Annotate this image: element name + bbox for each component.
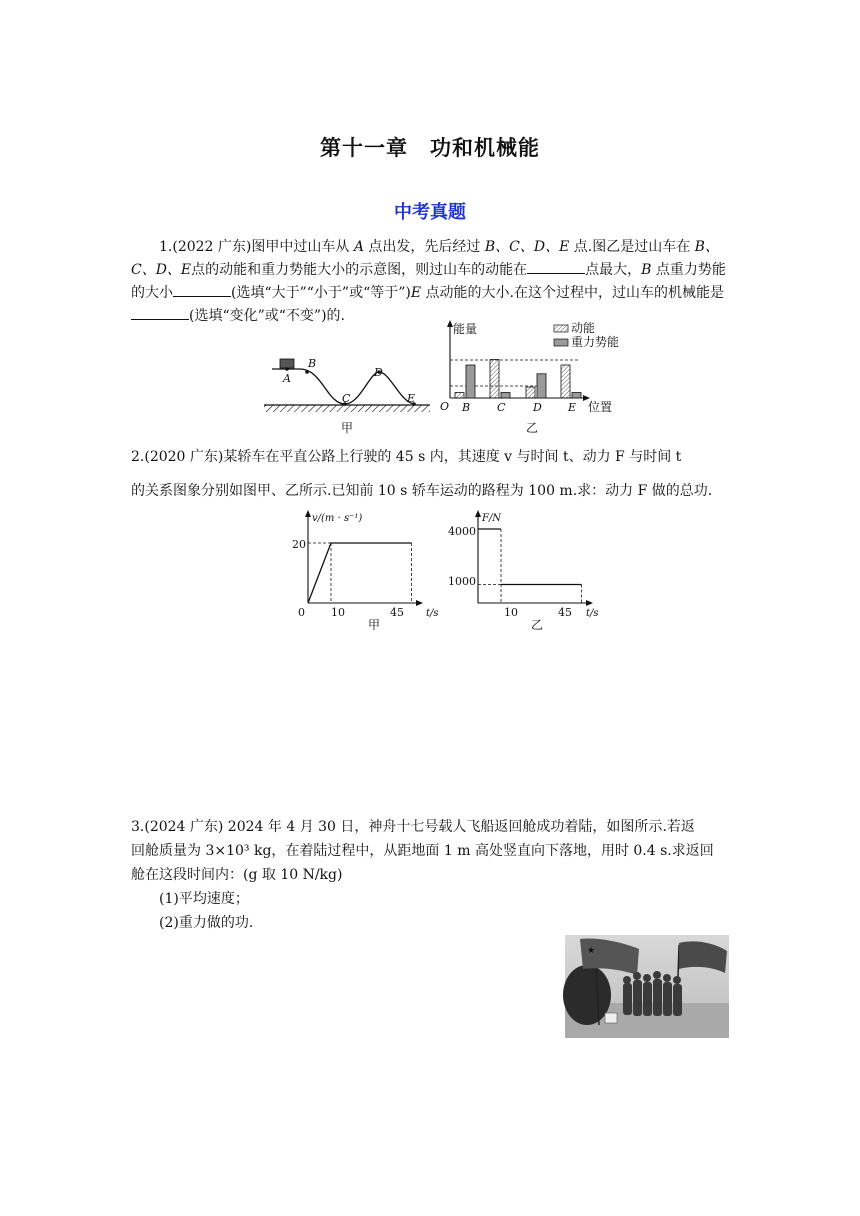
label-d: D [374,366,383,379]
caption-yi: 乙 [531,618,544,632]
caption-jia: 甲 [341,421,354,435]
velocity-time-chart [288,508,439,634]
ground-hatch [264,405,430,412]
bar-potential-D [537,374,546,398]
q1-text: 点重力势能的大小 [131,262,726,301]
x-axis-label: t/s [426,608,439,619]
bar-potential-C [501,393,510,399]
category-d: D [533,401,542,414]
coaster-cart [280,359,294,368]
star-icon: ★ [587,946,596,956]
y-tick-1000: 1000 [448,575,476,588]
roller-coaster-figure [262,352,432,438]
q1-text: 点出发，先后经过 [363,239,485,255]
origin-label: 0 [298,606,305,619]
label-a: A [283,372,291,385]
x-tick-45: 45 [558,606,572,619]
y-tick-20: 20 [292,538,306,551]
q1-text: 1.(2022 广东)图甲中过山车从 [159,239,354,255]
bar-potential-B [466,365,475,398]
category-e: E [568,401,577,414]
force-time-chart [446,508,610,634]
question-1 [131,236,731,328]
label-c: C [342,392,351,405]
bar-potential-E [572,393,581,399]
answer-blank-1[interactable] [527,259,585,274]
category-b: B [462,401,471,414]
question-3-sub-2: (2)重力做的功. [159,915,254,931]
x-tick-10: 10 [331,606,345,619]
velocity-series-line [308,543,412,603]
bar-kinetic-B [455,393,464,399]
q1-text: 点最大， [585,262,642,278]
q1-points: B、C、D、E [131,239,719,278]
energy-bar-chart [438,318,638,438]
chapter-title: 第十一章 功和机械能 [320,135,540,160]
answer-blank-2[interactable] [173,282,231,297]
x-axis-arrow [586,600,593,606]
question-3-sub-1: (1)平均速度； [159,891,249,907]
point-b-dot [305,370,309,374]
category-c: C [497,401,506,414]
x-tick-45: 45 [390,606,404,619]
question-3-line-2: 回舱质量为 3×10³ kg，在着陆过程中，从距地面 1 m 高处竖直向下落地，用时 0.4 s.求返回 [131,843,714,859]
x-axis-label: t/s [586,608,599,619]
bar-kinetic-D [526,387,535,398]
box [605,1013,617,1023]
question-3-line-3: 舱在这段时间内：(g 取 10 N/kg) [131,867,343,883]
origin-label: O [440,400,450,413]
label-b: B [308,357,317,370]
label-e: E [407,392,416,405]
bar-kinetic-C [490,360,499,399]
y-axis-label: F/N [482,513,502,524]
y-axis-arrow [305,510,311,517]
x-tick-10: 10 [504,606,518,619]
y-axis-label: 能量 [453,322,478,336]
legend-potential: 重力势能 [571,335,620,349]
question-2-line-2: 的关系图象分别如图甲、乙所示.已知前 10 s 轿车运动的路程为 100 m.求：动力 F 做的总功. [131,483,713,499]
bar-kinetic-E [561,365,570,398]
q1-text: (选填“大于”“小于”或“等于”) [231,285,411,301]
q1-point-b: B [641,262,652,278]
question-3-line-1: 3.(2024 广东) 2024 年 4 月 30 日，神舟十七号载人飞船返回舱成功着陆，如图所示.若返 [131,819,695,835]
q1-text: 点的动能和重力势能大小的示意图，则过山车的动能在 [191,262,528,278]
x-axis-label: 位置 [588,400,613,414]
y-axis-label: v/(m · s⁻¹) [312,513,363,524]
y-axis-arrow [475,510,481,517]
legend-kinetic: 动能 [571,321,596,335]
question-2-line-1: 2.(2020 广东)某轿车在平直公路上行驶的 45 s 内，其速度 v 与时间 t、动力 F 与时间 t [131,449,682,465]
y-tick-4000: 4000 [448,525,476,538]
caption-jia: 甲 [368,618,381,632]
q1-text: 点.图乙是过山车在 [569,239,695,255]
point-a-dot [285,367,289,371]
q1-points: B、C、D、E [484,239,570,255]
legend-kinetic-swatch [554,325,568,332]
q1-point-e: E [410,285,422,301]
legend-potential-swatch [554,339,568,346]
capsule-shape [563,965,611,1025]
q1-point-a: A [353,239,364,255]
q1-text: 点动能的大小.在这个过程中，过山车的机械能是 [421,285,725,301]
landing-photo [565,935,729,1038]
q1-text: (选填“变化”或“不变”)的. [189,308,346,324]
section-title: 中考真题 [394,202,466,223]
caption-yi: 乙 [526,421,539,435]
answer-blank-3[interactable] [131,305,189,320]
x-axis-arrow [416,600,423,606]
